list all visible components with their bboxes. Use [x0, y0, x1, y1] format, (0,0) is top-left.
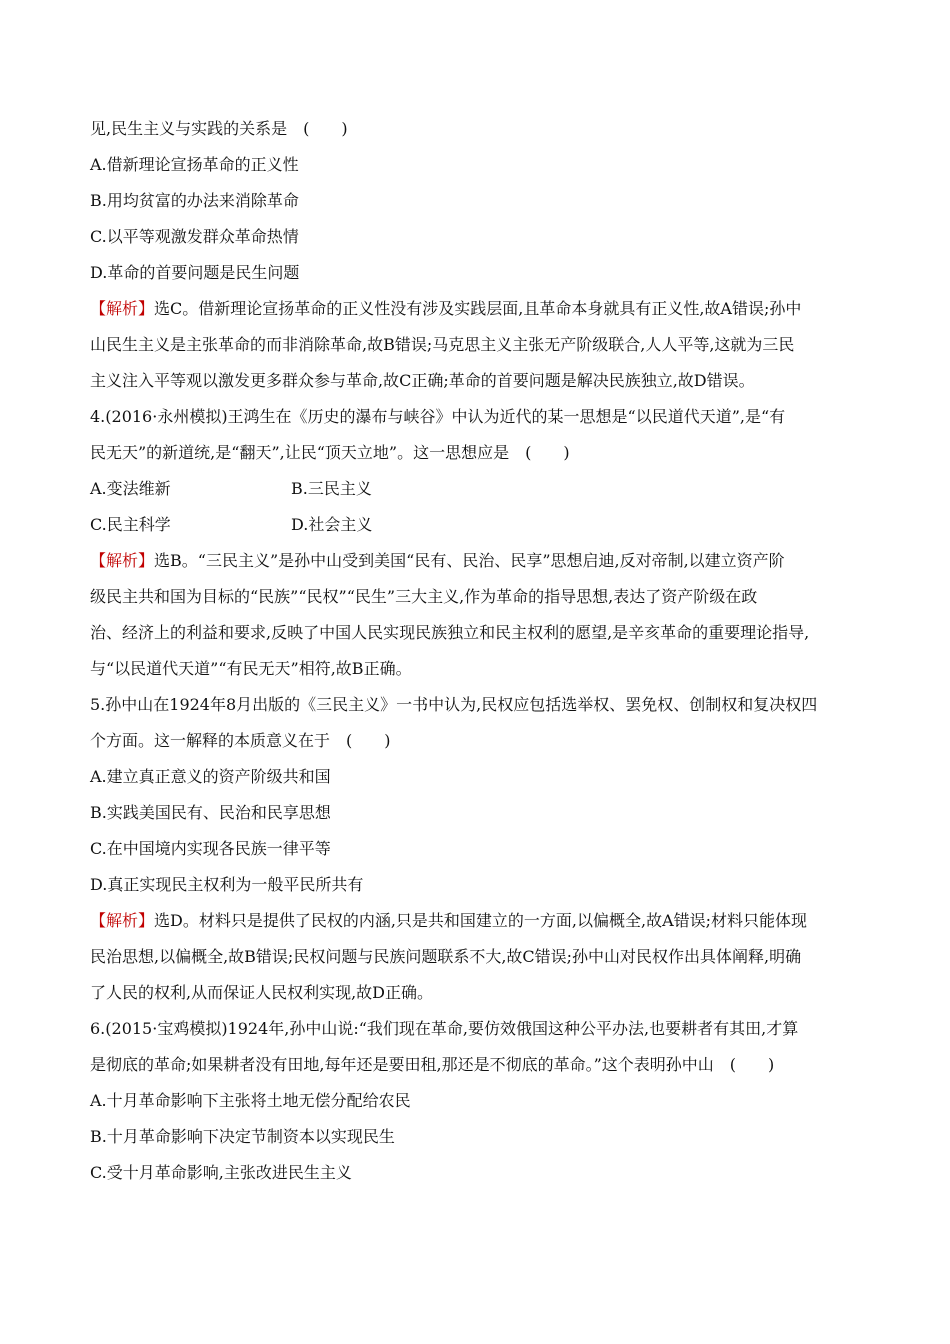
analysis-text: 与“以民道代天道”“有民无天”相符,故B正确。	[90, 659, 412, 678]
question-5-option-b: B.实践美国民有、民治和民享思想	[90, 803, 331, 822]
question-3-stem: 见,民生主义与实践的关系是 ( )	[90, 119, 348, 138]
question-4-option-row	[90, 478, 870, 500]
document-page	[90, 118, 870, 1198]
question-4-stem-line: 民无天”的新道统,是“翻天”,让民“顶天立地”。这一思想应是 ( )	[90, 443, 570, 462]
question-5-option-d: D.真正实现民主权利为一般平民所共有	[90, 875, 364, 894]
question-4-option-row	[90, 514, 870, 536]
analysis-text: 选C。借新理论宣扬革命的正义性没有涉及实践层面,且革命本身就具有正义性,故A错误;孙中	[154, 299, 802, 318]
question-3-option-b: B.用均贫富的办法来消除革命	[90, 191, 299, 210]
question-5-option-c: C.在中国境内实现各民族一律平等	[90, 839, 331, 858]
question-5-stem-line: 5.孙中山在1924年8月出版的《三民主义》一书中认为,民权应包括选举权、罢免权、创制权和复决权四	[90, 695, 818, 714]
analysis-tag: 【解析】	[90, 911, 155, 930]
question-3-analysis	[90, 298, 870, 392]
question-4-option-d: D.社会主义	[291, 515, 373, 534]
question-6-stem-line: 是彻底的革命;如果耕者没有田地,每年还是要田租,那还是不彻底的革命。”这个表明孙中山 ( )	[90, 1055, 775, 1074]
question-3	[90, 118, 870, 392]
analysis-tag: 【解析】	[90, 551, 155, 570]
question-4-option-a: A.变法维新	[90, 479, 171, 498]
question-4	[90, 406, 870, 680]
question-3-option-d: D.革命的首要问题是民生问题	[90, 263, 300, 282]
question-4-analysis	[90, 550, 870, 680]
analysis-text: 治、经济上的利益和要求,反映了中国人民实现民族独立和民主权利的愿望,是辛亥革命的重要理论指导,	[90, 623, 810, 642]
question-4-option-b: B.三民主义	[291, 479, 372, 498]
analysis-text: 主义注入平等观以激发更多群众参与革命,故C正确;革命的首要问题是解决民族独立,故D错误。	[90, 371, 755, 390]
question-5	[90, 694, 870, 1004]
analysis-text: 山民生主义是主张革命的而非消除革命,故B错误;马克思主义主张无产阶级联合,人人平等,这就为三民	[90, 335, 795, 354]
question-6-option-c: C.受十月革命影响,主张改进民生主义	[90, 1163, 352, 1182]
question-4-option-c: C.民主科学	[90, 515, 171, 534]
question-5-option-a: A.建立真正意义的资产阶级共和国	[90, 767, 331, 786]
question-4-stem-line: 4.(2016·永州模拟)王鸿生在《历史的瀑布与峡谷》中认为近代的某一思想是“以民道代天道”,是“有	[90, 407, 786, 426]
analysis-text: 选B。“三民主义”是孙中山受到美国“民有、民治、民享”思想启迪,反对帝制,以建立资产阶	[154, 551, 785, 570]
analysis-text: 民治思想,以偏概全,故B错误;民权问题与民族问题联系不大,故C错误;孙中山对民权作出具体阐释,明确	[90, 947, 802, 966]
question-6	[90, 1018, 870, 1184]
question-3-option-c: C.以平等观激发群众革命热情	[90, 227, 299, 246]
analysis-text: 选D。材料只是提供了民权的内涵,只是共和国建立的一方面,以偏概全,故A错误;材料只能体现	[154, 911, 808, 930]
question-6-option-b: B.十月革命影响下决定节制资本以实现民生	[90, 1127, 395, 1146]
analysis-text: 级民主共和国为目标的“民族”“民权”“民生”三大主义,作为革命的指导思想,表达了资产阶级在政	[90, 587, 758, 606]
question-5-stem-line: 个方面。这一解释的本质意义在于 ( )	[90, 731, 391, 750]
question-6-stem-line: 6.(2015·宝鸡模拟)1924年,孙中山说:“我们现在革命,要仿效俄国这种公平办法,也要耕者有其田,才算	[90, 1019, 799, 1038]
analysis-text: 了人民的权利,从而保证人民权利实现,故D正确。	[90, 983, 434, 1002]
analysis-tag: 【解析】	[90, 299, 155, 318]
question-5-analysis	[90, 910, 870, 1004]
question-6-option-a: A.十月革命影响下主张将土地无偿分配给农民	[90, 1091, 411, 1110]
question-3-option-a: A.借新理论宣扬革命的正义性	[90, 155, 299, 174]
